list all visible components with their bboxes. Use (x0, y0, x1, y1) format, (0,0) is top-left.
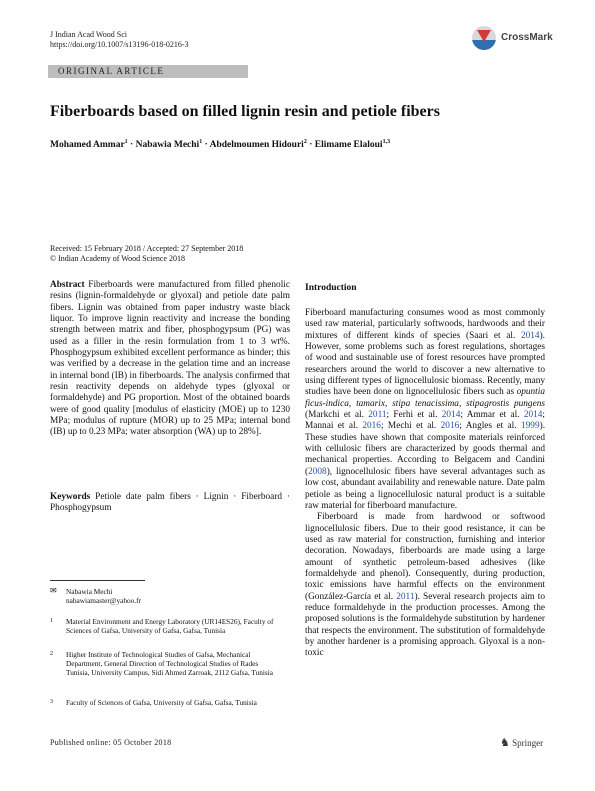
crossmark-label: CrossMark (501, 32, 553, 43)
author-name[interactable]: Abdelmoumen Hidouri (209, 140, 304, 151)
species-name: opuntia ficus-indica (305, 387, 545, 409)
affiliation-3 (50, 698, 280, 707)
paragraph-text: ), lignocellulosic fibers have several advantages such as low cost, abundant availability and renewable nature. Date palm petiole as being a lignocellulosic natural product is a suitable raw material for fiberboard manufacture. (305, 466, 545, 511)
citation-link[interactable]: 2011 (368, 410, 387, 421)
copyright-line: © Indian Academy of Wood Science 2018 (50, 254, 186, 263)
keywords-text: Petiole date palm fibers · Lignin · Fiberboard · Phosphogypsum (50, 492, 291, 514)
author-affiliation-sup: 1,3 (382, 139, 391, 145)
doi-link[interactable]: https://doi.org/10.1007/s13196-018-0216-3 (50, 40, 189, 49)
received-accepted-dates: Received: 15 February 2018 / Accepted: 27 September 2018 (50, 244, 244, 253)
introduction-heading: Introduction (305, 283, 357, 293)
introduction-body (305, 308, 545, 660)
section-banner-label: ORIGINAL ARTICLE (58, 66, 165, 76)
springer-horse-icon: ♞ (500, 737, 510, 749)
abstract (50, 280, 290, 439)
species-name: stipagrostis pungens (466, 398, 545, 409)
paragraph-text: ; Mechi et al. (380, 421, 441, 432)
citation-link[interactable]: 2014 (523, 410, 543, 421)
published-online: Published online: 05 October 2018 (50, 738, 172, 747)
author-separator: · (202, 140, 210, 151)
affiliation-number: 1 (50, 618, 53, 624)
author-name[interactable]: Nabawia Mechi (135, 140, 200, 151)
affiliation-text: Higher Institute of Technological Studies of Gafsa, Mechanical Department, General Direction of Technological Studies of Rades Tunisia, University Campus, Sidi Ahmed Zarroak, 2112 Gafsa, Tunisia (66, 650, 274, 677)
abstract-text: Fiberboards were manufactured from filled phenolic resins (lignin-formaldehyde or glyoxal) and petiole date palm fibers. Lignin was obtained from paper industry waste black liquor. To improve lignin reactivity and increase the bonding strength between matrix and fiber, phosphogypsum (PG) was used as a filler in the resin formulation from 1 to 3 wt%. Phosphogypsum exhibited excellent performance as binder; this was verified by a decrease in the gelation time and an increase in internal bond (IB) in fiberboards. The analysis confirmed that resin reactivity depends on aldehyde types (glyoxal or formaldehyde) and PG proportion. Most of the obtained boards were of good quality [modulus of elasticity (MOE) up to 1230 MPa; modulus of rupture (MOR) up to 25 MPa; internal bond (IB) up to 0.23 MPa; water absorption (WA) up to 28%]. (50, 280, 290, 438)
paragraph-text: , (384, 398, 393, 409)
citation-link[interactable]: 1999 (521, 421, 540, 432)
publisher-name: Springer (512, 738, 544, 748)
introduction-paragraph-2 (305, 512, 545, 659)
article-title: Fiberboards based on filled lignin resin and petiole fibers (50, 103, 440, 120)
citation-link[interactable]: 2014 (520, 330, 540, 341)
author-name[interactable]: Elimame Elaloui (314, 140, 383, 151)
paragraph-text: Fiberboard is made from hardwood or softwood lignocellulosic fibers. Due to their good resistance, it can be used as raw material for construction, furnishing and interior decoration. Nowadays, fiberboards are made using a large amount of synthetic petroleum-based adhesives (like formaldehyde and phenol). Consequently, during production, toxic emissions have harmful effects on the environment (González-García et al. (305, 512, 545, 602)
correspondence-email[interactable]: nabawiamaster@yahoo.fr (66, 596, 141, 605)
affiliation-text: Faculty of Sciences of Gafsa, University of Gafsa, Gafsa, Tunisia (66, 698, 257, 707)
dates-block (50, 244, 243, 264)
citation-link[interactable]: 2008 (308, 466, 327, 477)
author-separator: · (306, 140, 315, 151)
crossmark-badge[interactable] (472, 26, 552, 52)
paragraph-text: Fiberboard manufacturing consumes wood as most commonly used raw material, particularly softwoods, hardwoods and their mixtures of different kinds of species (Saari et al. (305, 308, 545, 341)
paragraph-text: ; Ammar et al. (460, 410, 524, 421)
correspondence (50, 587, 280, 605)
paragraph-text: , (458, 398, 467, 409)
footnote-divider (50, 580, 145, 581)
paragraph-text: ). These studies have shown that composite materials reinforced with cellulosic fibers are characterized by goods thermal and mechanical properties. According to Belgacem and Candini ( (305, 421, 546, 477)
paragraph-text: ; Ferhi et al. (386, 410, 442, 421)
envelope-icon: ✉ (50, 586, 57, 595)
paragraph-text: , (348, 398, 357, 409)
paragraph-text: ). Several research projects aim to reduce formaldehyde in the production processes. Among the proposed solutions is the formaldehyde substitution by hardener that respects the environment. The substitution of formaldehyde by another hardener is a promising approach. Glyoxal is a non-toxic (305, 591, 546, 659)
journal-info (50, 30, 189, 50)
species-name: stipa tenacissima (392, 398, 459, 409)
introduction-paragraph-1 (305, 308, 545, 512)
citation-link[interactable]: 2014 (441, 410, 461, 421)
correspondence-name: Nabawia Mechi (66, 587, 113, 596)
affiliation-2 (50, 650, 280, 677)
keywords-heading: Keywords (50, 492, 91, 502)
publisher-logo (500, 736, 543, 749)
author-affiliation-sup: 2 (303, 139, 307, 145)
section-banner (48, 65, 248, 78)
journal-name: J Indian Acad Wood Sci (50, 30, 127, 39)
affiliation-number: 3 (50, 699, 53, 705)
paragraph-text: ; Angles et al. (459, 421, 521, 432)
citation-link[interactable]: 2016 (362, 421, 381, 432)
affiliation-number: 2 (50, 651, 53, 657)
author-list (50, 139, 390, 150)
author-name[interactable]: Mohamed Ammar (50, 140, 125, 151)
citation-link[interactable]: 2011 (396, 591, 415, 602)
affiliation-text: Material Environment and Energy Laboratory (UR14ES26), Faculty of Sciences of Gafsa, University of Gafsa, Gafsa, Tunisia (66, 617, 274, 635)
keywords (50, 492, 290, 515)
author-affiliation-sup: 1 (124, 139, 128, 145)
citation-link[interactable]: 2016 (440, 421, 460, 432)
paragraph-text: (Markchi et al. (305, 410, 369, 421)
crossmark-icon (472, 26, 496, 50)
author-separator: · (127, 140, 136, 151)
author-affiliation-sup: 1 (199, 139, 203, 145)
paragraph-text: ). However, some problems such as forest regulations, shortages of wood and sustainable use of forest resources have prompted researchers around the world to discover a new alternative to using different types of lignocellulosic biomass. Recently, many studies have been done on lignocellulosic fibers such as (305, 330, 545, 398)
affiliation-1 (50, 617, 280, 635)
paragraph-text: ; Mannai et al. (305, 410, 546, 432)
abstract-heading: Abstract (50, 280, 85, 290)
species-name: tamarix (356, 398, 385, 409)
